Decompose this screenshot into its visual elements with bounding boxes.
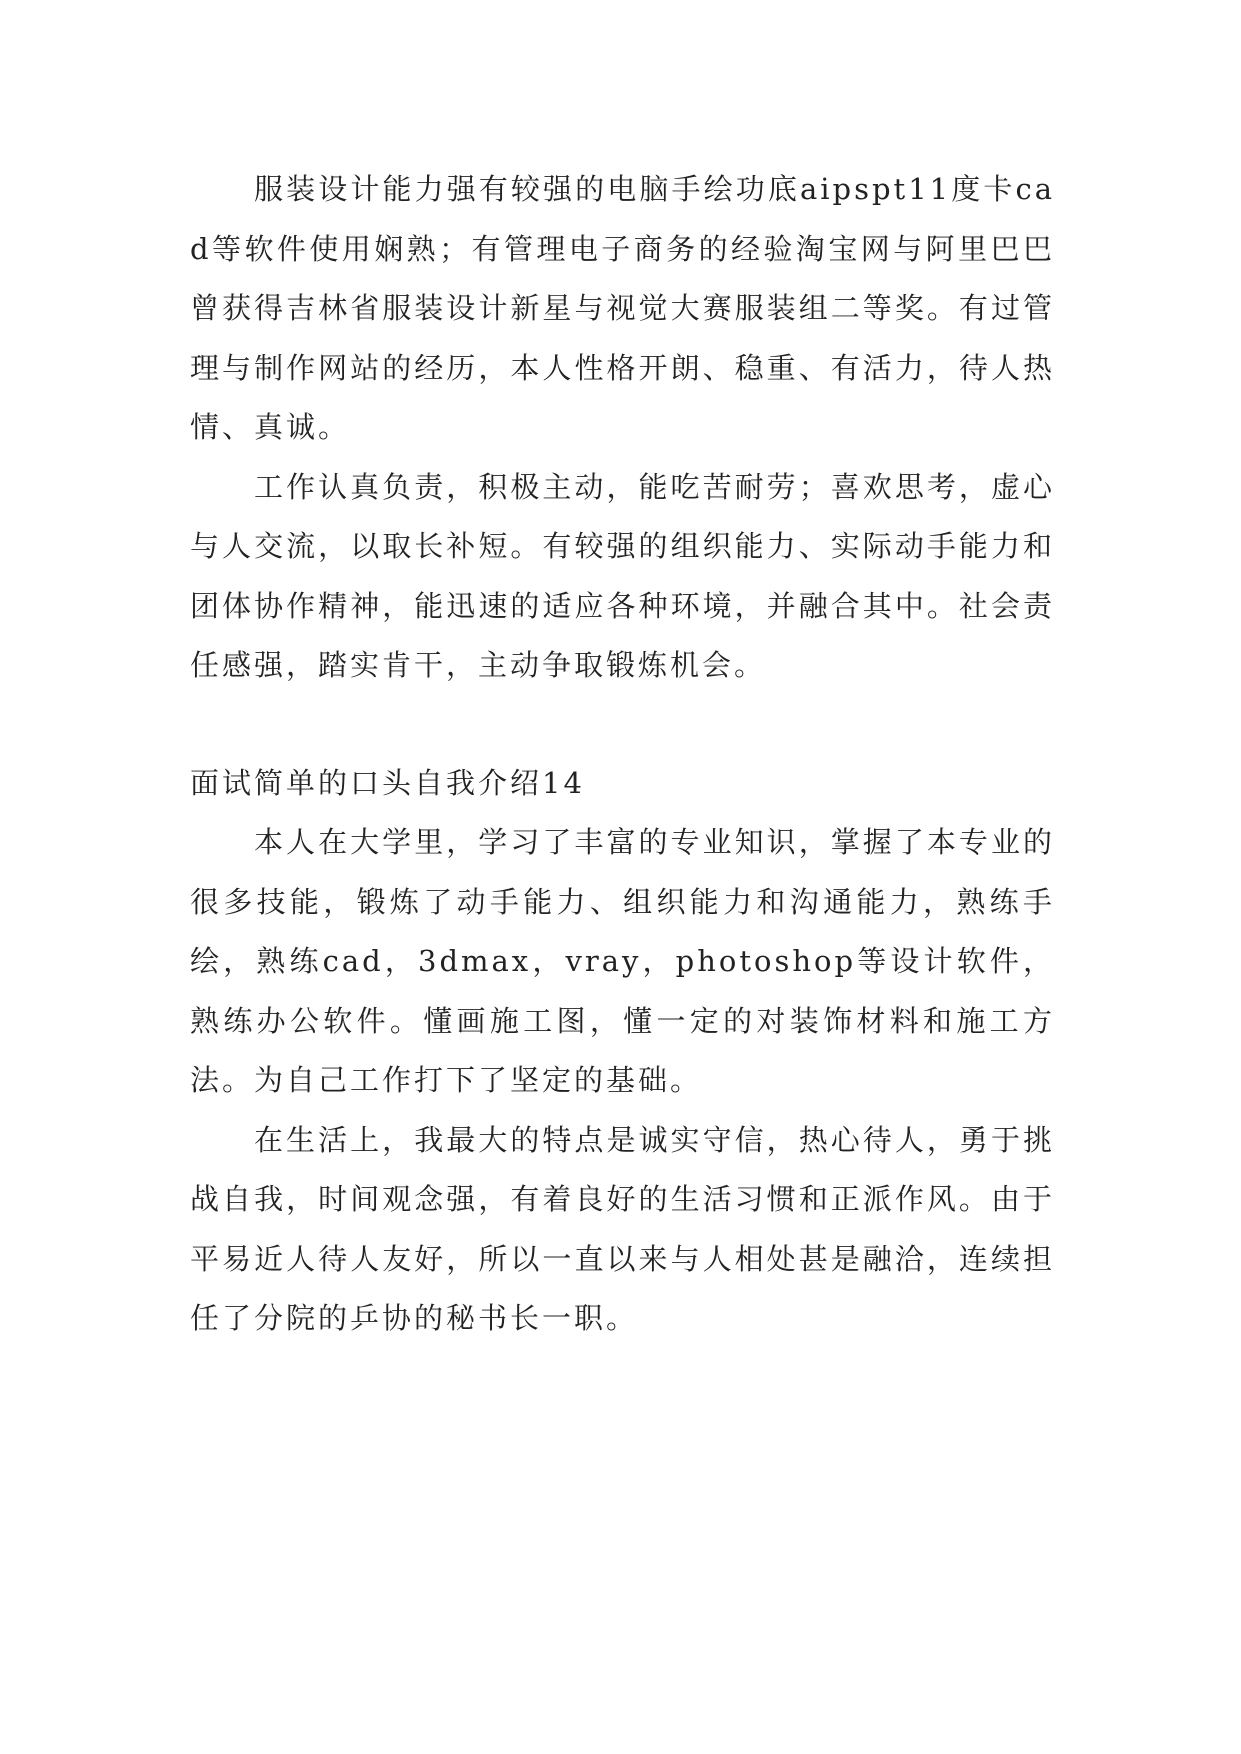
paragraph-university-study: 本人在大学里，学习了丰富的专业知识，掌握了本专业的很多技能，锻炼了动手能力、组织能力和沟通能力，熟练手绘，熟练cad，3dmax，vray，photoshop等设计软件，熟练办公软件。懂画施工图，懂一定的对装饰材料和施工方法。为自己工作打下了坚定的基础。 [190,825,1055,1097]
document-body [190,160,1055,1349]
paragraph-work-attitude: 工作认真负责，积极主动，能吃苦耐劳；喜欢思考，虚心与人交流，以取长补短。有较强的组织能力、实际动手能力和团体协作精神，能迅速的适应各种环境，并融合其中。社会责任感强，踏实肯干，主动争取锻炼机会。 [190,469,1055,682]
section-heading: 面试简单的口头自我介绍14 [190,765,585,800]
paragraph-skills: 服装设计能力强有较强的电脑手绘功底aipspt11度卡cad等软件使用娴熟；有管理电子商务的经验淘宝网与阿里巴巴曾获得吉林省服装设计新星与视觉大赛服装组二等奖。有过管理与制作网站的经历，本人性格开朗、稳重、有活力，待人热情、真诚。 [190,172,1055,444]
paragraph-personal-life: 在生活上，我最大的特点是诚实守信，热心待人，勇于挑战自我，时间观念强，有着良好的生活习惯和正派作风。由于平易近人待人友好，所以一直以来与人相处甚是融洽，连续担任了分院的乒协的秘书长一职。 [190,1122,1055,1335]
